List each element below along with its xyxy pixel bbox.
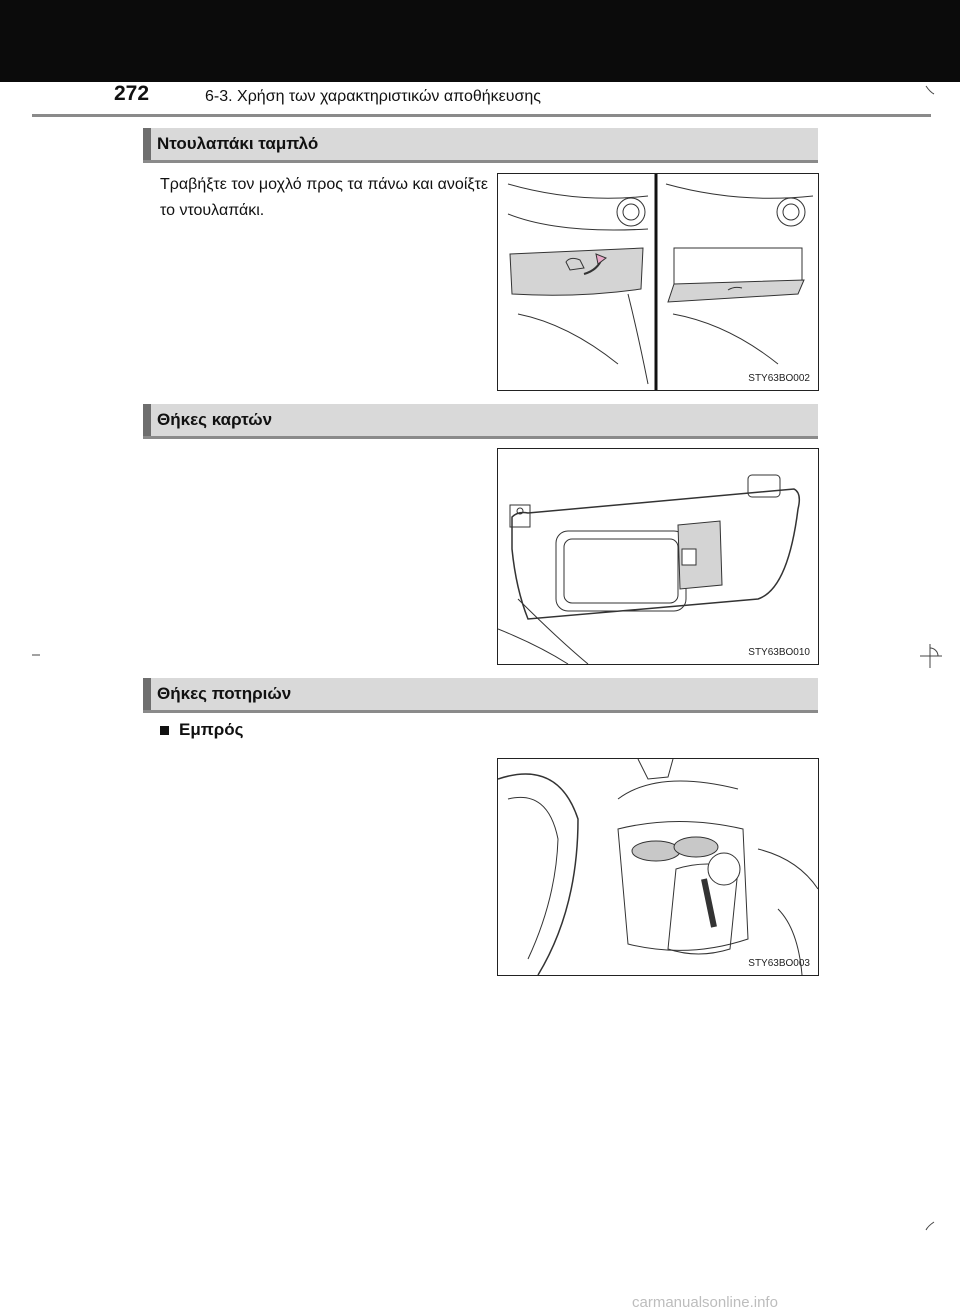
header-rule — [32, 114, 931, 117]
section-header-card-holders — [143, 404, 818, 439]
section-title: Ντουλαπάκι ταμπλό — [157, 134, 319, 153]
crop-mark-left-mid — [30, 652, 42, 658]
figure-code: STY63BO010 — [748, 647, 810, 658]
section-header-cup-holders — [143, 678, 818, 713]
chapter-title: 6-3. Χρήση των χαρακτηριστικών αποθήκευσης — [205, 88, 541, 105]
section-marker — [143, 128, 151, 160]
watermark: carmanualsonline.info — [632, 1294, 778, 1311]
bullet-front — [160, 720, 244, 740]
crop-mark-right-mid — [916, 642, 944, 670]
crop-mark-top-right — [924, 84, 936, 96]
glovebox-figure — [497, 173, 819, 391]
page-number: 272 — [114, 82, 150, 105]
section-title: Θήκες ποτηριών — [157, 684, 292, 703]
figure-code: STY63BO002 — [748, 373, 810, 384]
cup-holder-figure — [497, 758, 819, 976]
cup-holder-illustration — [498, 759, 818, 975]
section-title: Θήκες καρτών — [157, 410, 273, 429]
card-holder-figure — [497, 448, 819, 665]
figure-code: STY63BO003 — [748, 958, 810, 969]
section-marker — [143, 404, 151, 436]
bullet-label: Εμπρός — [179, 720, 244, 739]
top-black-band — [0, 0, 960, 82]
crop-mark-bottom-right — [924, 1220, 936, 1232]
glovebox-illustration — [498, 174, 818, 390]
bullet-square-icon — [160, 726, 169, 735]
glovebox-instruction: Τραβήξτε τον μοχλό προς τα πάνω και ανοίξτε το ντουλαπάκι. — [160, 176, 488, 219]
section-marker — [143, 678, 151, 710]
sun-visor-illustration — [498, 449, 818, 664]
section-header-glovebox — [143, 128, 818, 163]
